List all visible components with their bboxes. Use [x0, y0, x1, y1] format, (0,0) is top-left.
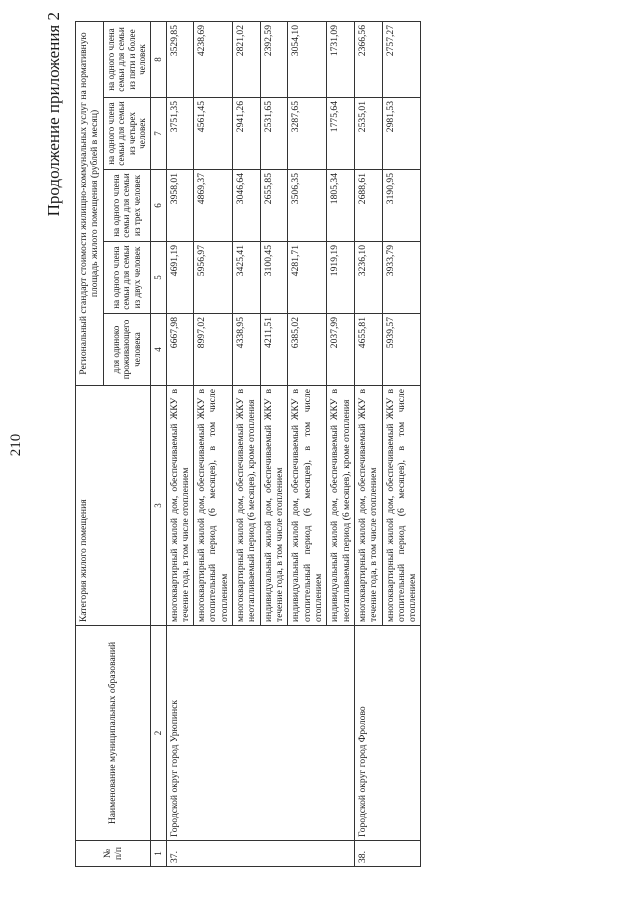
- col-number: 1: [150, 841, 166, 867]
- row-number: 37.: [166, 841, 354, 867]
- table-row: [354, 21, 382, 866]
- municipality-name: Городской округ город Урюпинск: [166, 626, 354, 841]
- value-cell: 1919,19: [327, 242, 355, 314]
- value-cell: 3054,10: [288, 21, 327, 97]
- value-cell: 3236,10: [354, 242, 382, 314]
- category-cell: индивидуальный жилой дом, обеспечиваемый ЖКУ в отопительный период (6 месяцев), в том числе отоплением: [288, 386, 327, 626]
- header-num: № п/п: [76, 841, 151, 867]
- value-cell: 2392,59: [260, 21, 288, 97]
- value-cell: 1805,34: [327, 170, 355, 242]
- category-cell: многоквартирный жилой дом, обеспечиваемый ЖКУ в течение года, в том числе отоплением: [166, 386, 194, 626]
- value-cell: 8997,02: [194, 314, 233, 386]
- value-cell: 3190,95: [382, 170, 421, 242]
- value-cell: 6385,02: [288, 314, 327, 386]
- header-sub-5: на одного члена семьи для семьи из пяти и более человек: [103, 21, 150, 97]
- col-number: 7: [150, 98, 166, 170]
- header-group-title: Региональный стандарт стоимости жилищно-коммунальных услуг на нормативную площадь жилого помещения (рублей в месяц): [76, 21, 104, 385]
- col-number: 5: [150, 242, 166, 314]
- col-number: 8: [150, 21, 166, 97]
- value-cell: 4338,95: [233, 314, 261, 386]
- value-cell: 4691,19: [166, 242, 194, 314]
- header-sub-2: на одного члена семьи для семьи из двух человек: [103, 242, 150, 314]
- category-cell: многоквартирный жилой дом, обеспечиваемый ЖКУ в отопительный период (6 месяцев), в том числе отоплением: [194, 386, 233, 626]
- col-number: 6: [150, 170, 166, 242]
- value-cell: 3958,01: [166, 170, 194, 242]
- value-cell: 4281,71: [288, 242, 327, 314]
- value-cell: 3425,41: [233, 242, 261, 314]
- value-cell: 4655,81: [354, 314, 382, 386]
- value-cell: 5956,97: [194, 242, 233, 314]
- appendix-title: Продолжение приложения 2: [44, 12, 63, 217]
- value-cell: 3100,45: [260, 242, 288, 314]
- category-cell: многоквартирный жилой дом, обеспечиваемый ЖКУ в неотапливаемый период (6 месяцев), кроме отопления: [233, 386, 261, 626]
- page-number: 210: [8, 433, 24, 457]
- col-number: 4: [150, 314, 166, 386]
- value-cell: 3046,64: [233, 170, 261, 242]
- value-cell: 2655,85: [260, 170, 288, 242]
- category-cell: многоквартирный жилой дом, обеспечиваемый ЖКУ в отопительный период (6 месяцев), в том числе отоплением: [382, 386, 421, 626]
- table-row: [166, 21, 194, 866]
- value-cell: 2531,65: [260, 98, 288, 170]
- value-cell: 2535,01: [354, 98, 382, 170]
- header-sub-3: на одного члена семьи для семьи из трех человек: [103, 170, 150, 242]
- value-cell: 1731,09: [327, 21, 355, 97]
- row-number: 38.: [354, 841, 421, 867]
- value-cell: 3506,35: [288, 170, 327, 242]
- value-cell: 2757,27: [382, 21, 421, 97]
- header-category: Категория жилого помещения: [76, 386, 151, 626]
- value-cell: 1775,64: [327, 98, 355, 170]
- value-cell: 2941,26: [233, 98, 261, 170]
- header-sub-4: на одного члена семьи для семьи из четырех человек: [103, 98, 150, 170]
- value-cell: 2688,61: [354, 170, 382, 242]
- value-cell: 4238,69: [194, 21, 233, 97]
- category-cell: индивидуальный жилой дом, обеспечиваемый ЖКУ в течение года, в том числе отоплением: [260, 386, 288, 626]
- value-cell: 6667,98: [166, 314, 194, 386]
- standards-table: [75, 21, 421, 867]
- value-cell: 2037,99: [327, 314, 355, 386]
- value-cell: 2981,53: [382, 98, 421, 170]
- value-cell: 5939,57: [382, 314, 421, 386]
- municipality-name: Городской округ город Фролово: [354, 626, 421, 841]
- col-number: 3: [150, 386, 166, 626]
- col-number: 2: [150, 626, 166, 841]
- category-cell: индивидуальный жилой дом, обеспечиваемый ЖКУ в неотапливаемый период (6 месяцев), кроме отопления: [327, 386, 355, 626]
- value-cell: 2366,56: [354, 21, 382, 97]
- value-cell: 4869,37: [194, 170, 233, 242]
- value-cell: 3751,35: [166, 98, 194, 170]
- value-cell: 4211,51: [260, 314, 288, 386]
- header-sub-1: для одиноко проживающего человека: [103, 314, 150, 386]
- column-number-row: [150, 21, 166, 866]
- value-cell: 3529,85: [166, 21, 194, 97]
- value-cell: 3933,79: [382, 242, 421, 314]
- category-cell: многоквартирный жилой дом, обеспечиваемый ЖКУ в течение года, в том числе отоплением: [354, 386, 382, 626]
- value-cell: 4561,45: [194, 98, 233, 170]
- value-cell: 3287,65: [288, 98, 327, 170]
- value-cell: 2821,02: [233, 21, 261, 97]
- header-name: Наименование муниципальных образований: [76, 626, 151, 841]
